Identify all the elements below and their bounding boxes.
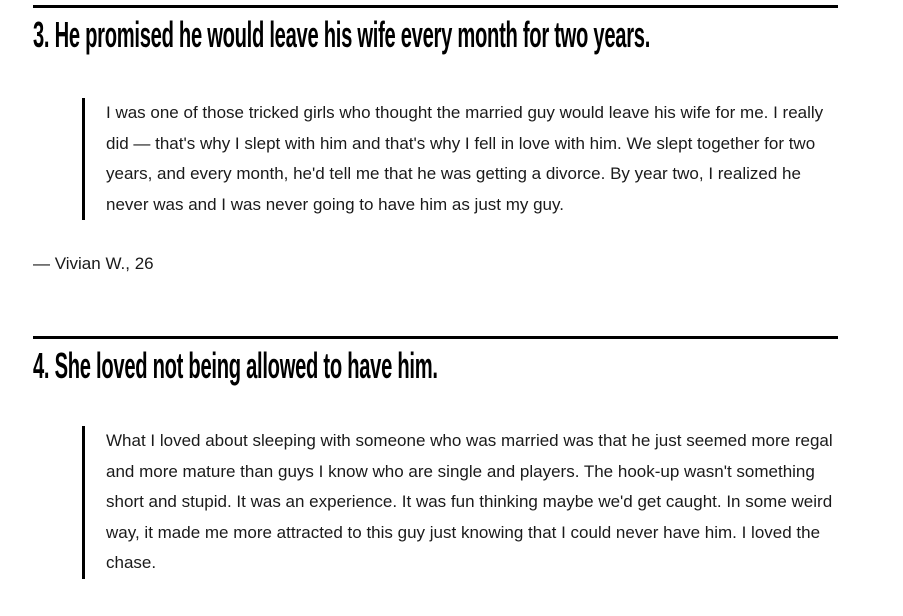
list-entry-4 (33, 344, 870, 579)
quote-text: What I loved about sleeping with someone who was married was that he just seemed more regal and more mature than guys I know who are single and players. The hook-up wasn't something short and stupid. It was an experience. It was fun thinking maybe we'd get caught. In some weird way, it made me more attracted to this guy just knowing that I could never have him. I loved the chase. (106, 431, 833, 572)
section-divider-middle (33, 336, 838, 339)
quote-text: I was one of those tricked girls who thought the married guy would leave his wife for me. I really did — that's why I slept with him and that's why I fell in love with him. We slept together for two years, and every month, he'd tell me that he was getting a divorce. By year two, I realized he never was and I was never going to have him as just my guy. (106, 103, 824, 214)
entry-heading: 4. She loved not being allowed to have him. (33, 345, 438, 386)
entry-heading: 3. He promised he would leave his wife every month for two years. (33, 14, 651, 55)
entry-blockquote (82, 426, 870, 579)
list-entry-3 (33, 13, 870, 275)
quote-attribution: — Vivian W., 26 (33, 254, 154, 273)
entry-blockquote (82, 98, 870, 220)
section-divider-top (33, 5, 838, 8)
